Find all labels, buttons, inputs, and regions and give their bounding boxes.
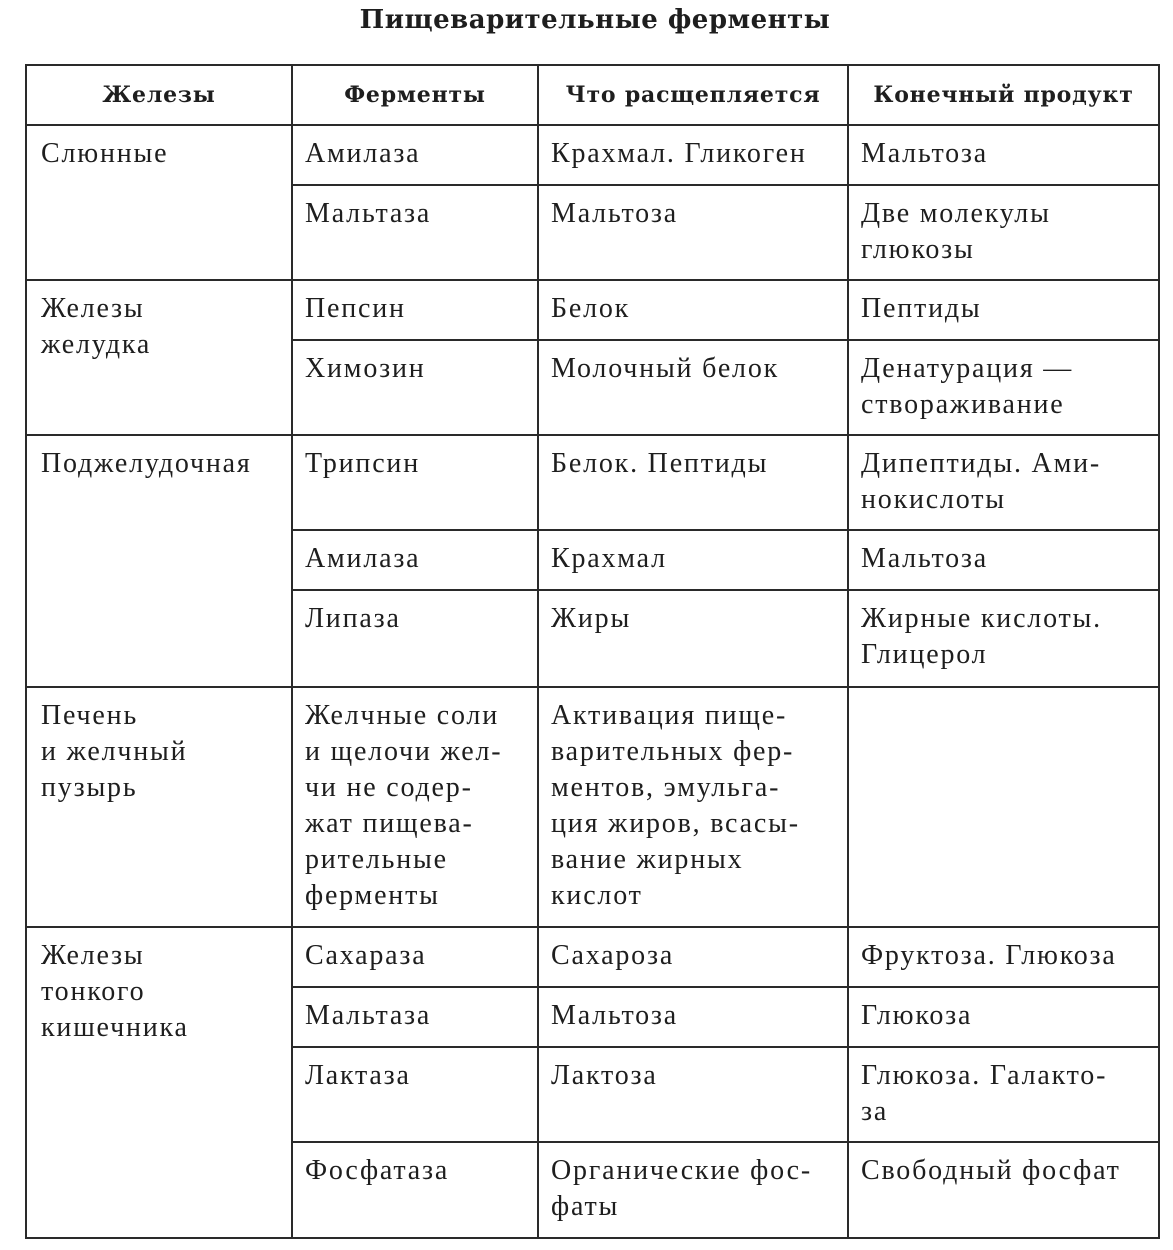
substrate-cell: Мальтоза: [538, 185, 848, 280]
table-row: [26, 435, 1159, 530]
page-title: Пищеварительные ферменты: [359, 5, 831, 35]
product-cell: Пептиды: [848, 280, 1159, 340]
enzymes-table: [25, 64, 1160, 1239]
product-cell: Денатурация — створаживание: [848, 340, 1159, 435]
substrate-cell: Сахароза: [538, 927, 848, 987]
gland-cell: Железы тонкого кишечника: [26, 927, 292, 1238]
product-cell: Жирные кислоты. Глицерол: [848, 590, 1159, 687]
header-product: Конечный продукт: [848, 65, 1159, 125]
substrate-cell: Органические фос- фаты: [538, 1142, 848, 1238]
table-row: [26, 280, 1159, 340]
gland-cell: Слюнные: [26, 125, 292, 280]
substrate-cell: Белок: [538, 280, 848, 340]
gland-cell: Поджелудочная: [26, 435, 292, 687]
enzyme-cell: Фосфатаза: [292, 1142, 538, 1238]
enzyme-cell: Амилаза: [292, 530, 538, 590]
substrate-cell: Белок. Пептиды: [538, 435, 848, 530]
enzyme-cell: Химозин: [292, 340, 538, 435]
enzyme-cell: Мальтаза: [292, 987, 538, 1047]
substrate-cell: Лактоза: [538, 1047, 848, 1142]
table-row: [26, 927, 1159, 987]
product-cell: Фруктоза. Глюкоза: [848, 927, 1159, 987]
product-cell: [848, 687, 1159, 927]
product-cell: Дипептиды. Ами- нокислоты: [848, 435, 1159, 530]
substrate-cell: Активация пище- варительных фер- ментов, эмульга- ция жиров, всасы- вание жирных кислот: [538, 687, 848, 927]
product-cell: Мальтоза: [848, 530, 1159, 590]
table-row: [26, 125, 1159, 185]
enzyme-cell: Амилаза: [292, 125, 538, 185]
gland-cell: Печень и желчный пузырь: [26, 687, 292, 927]
product-cell: Мальтоза: [848, 125, 1159, 185]
enzyme-cell: Желчные соли и щелочи жел- чи не содер- жат пищева- рительные ферменты: [292, 687, 538, 927]
header-substrate: Что расщепляется: [538, 65, 848, 125]
enzyme-cell: Трипсин: [292, 435, 538, 530]
header-row: [26, 65, 1159, 125]
substrate-cell: Жиры: [538, 590, 848, 687]
enzyme-cell: Мальтаза: [292, 185, 538, 280]
substrate-cell: Мальтоза: [538, 987, 848, 1047]
gland-cell: Железы желудка: [26, 280, 292, 435]
substrate-cell: Крахмал. Гликоген: [538, 125, 848, 185]
product-cell: Глюкоза. Галакто- за: [848, 1047, 1159, 1142]
product-cell: Свободный фосфат: [848, 1142, 1159, 1238]
enzyme-cell: Липаза: [292, 590, 538, 687]
product-cell: Две молекулы глюкозы: [848, 185, 1159, 280]
enzyme-cell: Лактаза: [292, 1047, 538, 1142]
enzyme-cell: Сахараза: [292, 927, 538, 987]
header-glands: Железы: [26, 65, 292, 125]
enzyme-cell: Пепсин: [292, 280, 538, 340]
header-enzymes: Ферменты: [292, 65, 538, 125]
substrate-cell: Крахмал: [538, 530, 848, 590]
table-row: [26, 687, 1159, 927]
product-cell: Глюкоза: [848, 987, 1159, 1047]
substrate-cell: Молочный белок: [538, 340, 848, 435]
